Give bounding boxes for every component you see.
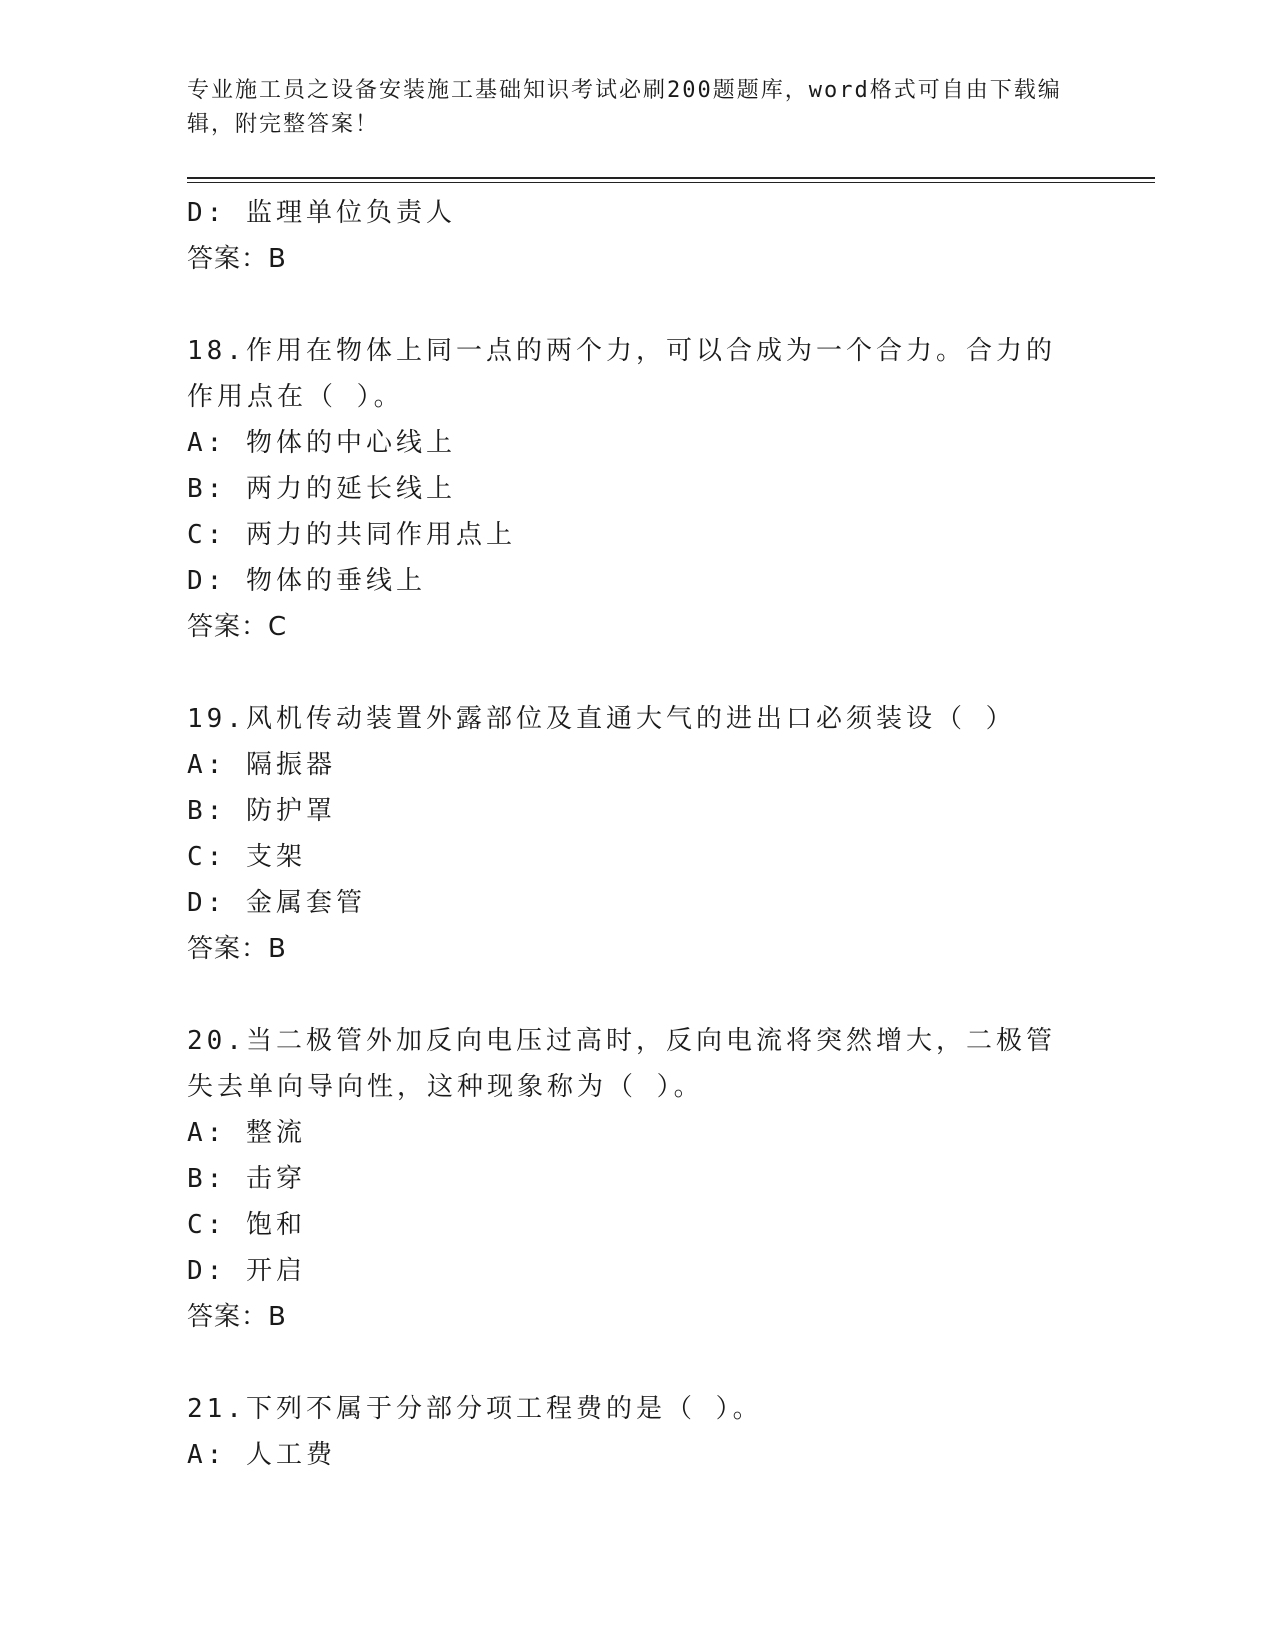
option-b: B: 击穿 (187, 1164, 306, 1194)
prev-question-tail (187, 190, 1087, 282)
document-body (187, 190, 1087, 1478)
document-header: 专业施工员之设备安装施工基础知识考试必刷200题题库，word格式可自由下载编辑，附完整答案！ (187, 78, 1062, 137)
option-a: A: 整流 (187, 1118, 306, 1148)
header-divider-thin (187, 182, 1155, 183)
option-d: D: 监理单位负责人 (187, 198, 456, 228)
question-stem: 19.风机传动装置外露部位及直通大气的进出口必须装设（ ） (187, 704, 1016, 734)
question-20 (187, 1018, 1087, 1340)
answer-line: 答案：C (187, 612, 288, 642)
question-18 (187, 328, 1087, 650)
option-a: A: 隔振器 (187, 750, 336, 780)
answer-line: 答案：B (187, 934, 287, 964)
header-divider-thick (187, 177, 1155, 179)
option-d: D: 物体的垂线上 (187, 566, 426, 596)
option-a: A: 物体的中心线上 (187, 428, 456, 458)
question-stem: 20.当二极管外加反向电压过高时，反向电流将突然增大，二极管失去单向导向性，这种现象称为（ ）。 (187, 1026, 1056, 1102)
answer-line: 答案：B (187, 244, 287, 274)
question-21 (187, 1386, 1087, 1478)
option-b: B: 防护罩 (187, 796, 336, 826)
question-19 (187, 696, 1087, 972)
option-c: C: 饱和 (187, 1210, 306, 1240)
option-d: D: 金属套管 (187, 888, 366, 918)
option-d: D: 开启 (187, 1256, 306, 1286)
question-stem: 21.下列不属于分部分项工程费的是（ ）。 (187, 1394, 763, 1424)
question-stem: 18.作用在物体上同一点的两个力，可以合成为一个合力。合力的作用点在（ ）。 (187, 336, 1056, 412)
answer-line: 答案：B (187, 1302, 287, 1332)
option-c: C: 两力的共同作用点上 (187, 520, 516, 550)
option-a: A: 人工费 (187, 1440, 336, 1470)
option-c: C: 支架 (187, 842, 306, 872)
option-b: B: 两力的延长线上 (187, 474, 456, 504)
